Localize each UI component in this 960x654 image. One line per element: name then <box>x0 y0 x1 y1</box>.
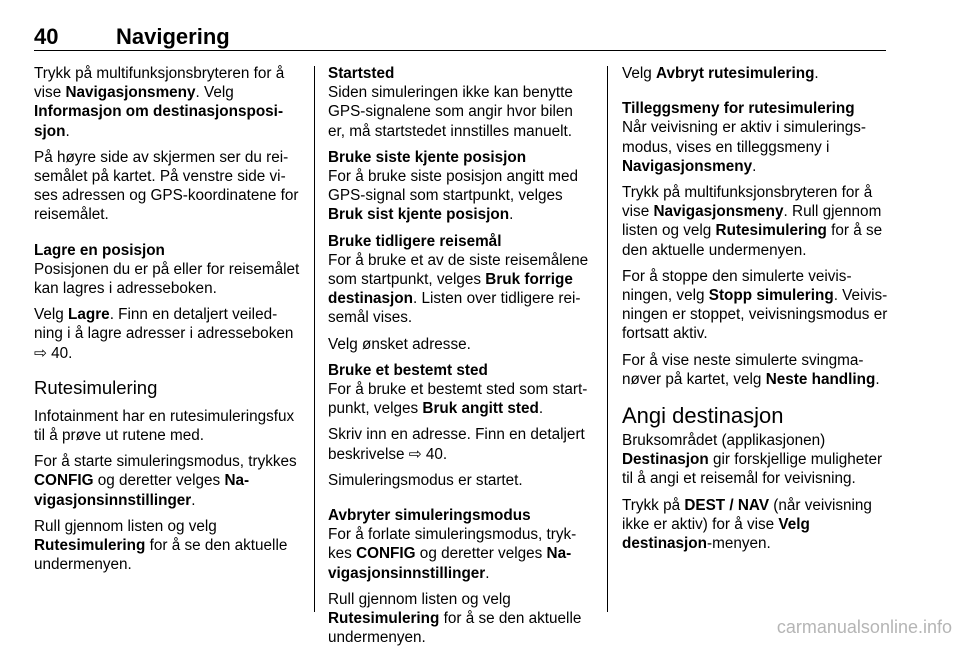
page-header <box>34 24 886 51</box>
paragraph: Velg Lagre. Finn en detaljert veiledning i å lagre adresser i adresseboken ⇨ 40. <box>34 306 294 362</box>
watermark: carmanualsonline.info <box>776 617 952 637</box>
paragraph: For å vise neste simulerte svingmanøver på kartet, velg Neste handling. <box>622 351 880 388</box>
paragraph: Når veivisning er aktiv i simuleringsmodus, vises en tilleggsmeny i Navigasjonsmeny. <box>622 119 866 175</box>
paragraph: Velg Avbryt rutesimulering. <box>622 65 819 82</box>
subheading-last-known-position: Bruke siste kjente posisjon <box>328 148 527 166</box>
paragraph: Trykk på multifunksjonsbryteren for å vise Navigasjonsmeny. Velg Informasjon om destinasjonsposisjon. <box>34 65 285 140</box>
paragraph: Velg ønsket adresse. <box>328 335 471 353</box>
subheading-save-position: Lagre en posisjon <box>34 241 165 259</box>
paragraph: Siden simuleringen ikke kan benytte GPS-signalene som angir hvor bilen er, må startstedet innstilles manuelt. <box>328 84 573 140</box>
paragraph: På høyre side av skjermen ser du reisemålet på kartet. På venstre side vises adressen og GPS-koordinatene for reisemålet. <box>34 148 299 224</box>
paragraph: For å bruke et bestemt sted som startpunkt, velges Bruk angitt sted. <box>328 381 588 418</box>
column-3 <box>622 64 888 560</box>
column-2 <box>328 64 592 654</box>
subheading-specific-location: Bruke et bestemt sted <box>328 361 488 379</box>
paragraph: Trykk på DEST / NAV (når veivisning ikke er aktiv) for å vise Velg destinasjon-menyen. <box>622 496 872 553</box>
paragraph: Trykk på multifunksjonsbryteren for å vise Navigasjonsmeny. Rull gjennom listen og velg Rutesimulering for å se den aktuelle undermenyen. <box>622 184 883 259</box>
paragraph: For å starte simuleringsmodus, trykkes CONFIG og deretter velges Navigasjonsinnstillinger. <box>34 453 297 509</box>
page-number: 40 <box>34 24 59 49</box>
page-ref-icon: ⇨ <box>34 344 47 362</box>
column-1 <box>34 64 300 581</box>
column-divider <box>314 66 315 612</box>
paragraph: Infotainment har en rutesimuleringsfux til å prøve ut rutene med. <box>34 407 295 445</box>
paragraph: Destinasjon gir forskjellige muligheter til å angi et reisemål for veivisning. <box>622 451 883 488</box>
subheading-extra-menu: Tilleggsmeny for rutesimulering <box>622 100 855 118</box>
paragraph: Skriv inn en adresse. Finn en detaljert beskrivelse ⇨ 40. <box>328 426 585 463</box>
paragraph: Bruksområdet (applikasjonen) <box>622 432 826 450</box>
subheading-cancel-simulation: Avbryter simuleringsmodus <box>328 507 531 525</box>
paragraph: Rull gjennom listen og velg Rutesimulering for å se den aktuelle undermenyen. <box>34 517 288 574</box>
section-heading-route-simulation: Rutesimulering <box>34 376 158 398</box>
subheading-start-point: Startsted <box>328 65 395 82</box>
section-heading-set-destination: Angi destinasjon <box>622 403 784 429</box>
paragraph: Posisjonen du er på eller for reisemålet kan lagres i adresseboken. <box>34 260 300 298</box>
paragraph: Simuleringsmodus er startet. <box>328 471 523 489</box>
page-ref-icon: ⇨ <box>408 445 422 463</box>
paragraph: For å bruke et av de siste reisemålene som startpunkt, velges Bruk forrige destinasjon. Listen over tidligere reisemål vises. <box>328 251 589 327</box>
column-divider <box>607 66 608 612</box>
paragraph: Rull gjennom listen og velg Rutesimulering for å se den aktuelle undermenyen. <box>328 590 582 647</box>
paragraph: For å forlate simuleringsmodus, trykkes CONFIG og deretter velges Navigasjonsinnstillinger. <box>328 526 577 582</box>
paragraph: For å stoppe den simulerte veivisningen, velg Stopp simulering. Veivisningen er stoppet, veivisningsmodus er fortsatt aktiv. <box>622 267 888 343</box>
subheading-previous-destination: Bruke tidligere reisemål <box>328 232 502 250</box>
paragraph: For å bruke siste posisjon angitt med GPS-signal som startpunkt, velges Bruk sist kjente posisjon. <box>328 168 578 224</box>
running-head: Navigering <box>116 24 230 49</box>
